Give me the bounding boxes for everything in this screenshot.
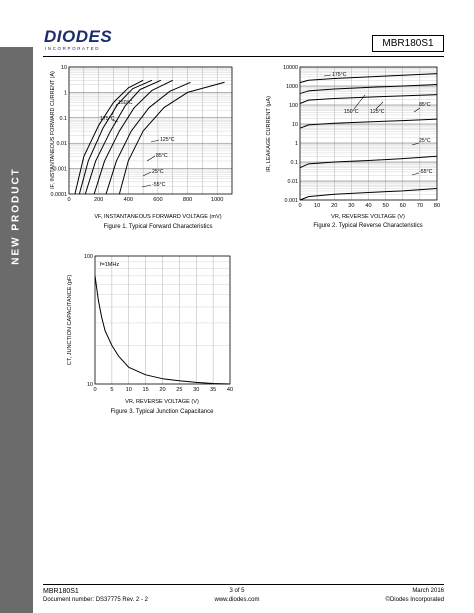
logo-subtext: INCORPORATED — [45, 46, 101, 51]
figure-2-yticks — [283, 65, 298, 204]
curve-label: 85°C — [419, 102, 431, 108]
figure-3-xlabel: VR, REVERSE VOLTAGE (V) — [125, 399, 199, 405]
y-tick-label: 10000 — [283, 65, 298, 71]
figure-1-series — [75, 80, 225, 194]
y-tick-label: 1000 — [286, 84, 298, 90]
curve-label: -55°C — [419, 169, 433, 175]
x-tick-label: 0 — [298, 203, 302, 209]
x-tick-label: 25 — [176, 387, 183, 393]
y-tick-label: 1 — [295, 141, 298, 147]
y-tick-label: 0.01 — [287, 179, 298, 185]
footer-website[interactable]: www.diodes.com — [214, 597, 260, 603]
figure-3-caption: Figure 3. Typical Junction Capacitance — [110, 409, 214, 415]
x-tick-label: 1000 — [210, 197, 224, 203]
x-tick-label: 10 — [125, 387, 132, 393]
curve-label: 175°C — [332, 72, 347, 78]
x-tick-label: 30 — [193, 387, 200, 393]
y-tick-label: 10 — [292, 122, 298, 128]
figure-1-curve-labels — [100, 100, 175, 188]
figure-2-xticks — [298, 203, 440, 209]
x-tick-label: 5 — [110, 387, 114, 393]
y-tick-label: 1 — [64, 90, 67, 97]
x-tick-label: 10 — [314, 203, 321, 209]
x-tick-label: 30 — [348, 203, 355, 209]
figure-3-xticks — [93, 387, 233, 393]
x-tick-label: 20 — [159, 387, 166, 393]
figure-1-ylabel: IF, INSTANTANEOUS FORWARD CURRENT (A) — [50, 71, 56, 189]
figure-2-chart — [262, 62, 442, 230]
y-tick-label: 0.001 — [53, 166, 67, 173]
figure-1-xticks — [67, 197, 223, 203]
figure-3-grid — [95, 256, 230, 384]
curve-label: 85°C — [156, 153, 168, 159]
footer-date: March 2016 — [412, 588, 444, 594]
curve-label: 125°C — [160, 137, 175, 143]
y-tick-label: 0.0001 — [50, 192, 67, 198]
footer-rule — [43, 584, 444, 585]
x-tick-label: 200 — [93, 197, 104, 203]
footer-docnum: Document number: DS37775 Rev. 2 - 2 — [43, 597, 148, 603]
sidebar-band — [0, 47, 33, 613]
curve-label-arrow — [324, 75, 331, 76]
x-tick-label: 20 — [331, 203, 338, 209]
x-tick-label: 35 — [210, 387, 217, 393]
curve-label: 25°C — [419, 138, 431, 144]
curve-label-arrow — [412, 173, 419, 175]
x-tick-label: 0 — [93, 387, 97, 393]
x-tick-label: 60 — [399, 203, 406, 209]
series-line-2 — [85, 80, 161, 194]
curve-label-arrow — [414, 108, 420, 112]
figure-3-ylabel: CT, JUNCTION CAPACITANCE (pF) — [67, 274, 73, 366]
curve-label: 150°C — [344, 109, 359, 115]
figure-1-chart — [48, 62, 234, 230]
curve-label: 125°C — [370, 109, 385, 115]
y-tick-label: 0.1 — [290, 160, 298, 166]
figure-1-frame — [69, 67, 232, 194]
x-tick-label: 40 — [365, 203, 372, 209]
diodes-logo — [44, 26, 134, 52]
part-number: MBR180S1 — [382, 38, 434, 49]
x-tick-label: 600 — [153, 197, 163, 203]
sidebar-label: NEW PRODUCT — [10, 167, 22, 265]
footer-part: MBR180S1 — [43, 588, 79, 595]
y-tick-label: 10 — [61, 65, 67, 71]
y-tick-label: 0.001 — [284, 198, 298, 204]
curve-label: 150°C — [118, 100, 133, 106]
figure-1-caption: Figure 1. Typical Forward Characteristics — [103, 224, 213, 230]
logo-text: DIODES — [44, 27, 113, 46]
y-tick-label: 0.01 — [56, 141, 67, 148]
figure-3-chart — [62, 250, 242, 420]
figure-3-yticks — [84, 254, 93, 388]
x-tick-label: 40 — [226, 387, 234, 393]
x-tick-label: 15 — [142, 387, 149, 393]
curve-label: -55°C — [152, 182, 166, 188]
y-tick-label: 0.1 — [59, 115, 67, 122]
x-tick-label: 80 — [433, 203, 441, 209]
y-tick-label: 100 — [84, 254, 93, 260]
curve-label: 175°C — [100, 116, 115, 122]
figure-1-grid — [69, 67, 232, 194]
x-tick-label: 50 — [382, 203, 389, 209]
figure-2-caption: Figure 2. Typical Reverse Characteristics — [313, 223, 423, 229]
footer-page: 3 of 5 — [229, 588, 245, 594]
curve-label: 25°C — [152, 169, 164, 175]
x-tick-label: 70 — [416, 203, 423, 209]
curve-label-arrow — [147, 156, 155, 161]
curve-label-arrow — [142, 185, 151, 187]
header-rule — [43, 56, 444, 57]
x-tick-label: 400 — [123, 197, 133, 203]
figure-2-ylabel: IR, LEAKAGE CURRENT (μA) — [266, 96, 272, 172]
y-tick-label: 100 — [289, 103, 298, 109]
footer-copyright: ©Diodes Incorporated — [385, 597, 444, 603]
figure-1-xlabel: VF, INSTANTANEOUS FORWARD VOLTAGE (mV) — [94, 214, 222, 220]
x-tick-label: 0 — [67, 197, 71, 203]
figure-2-xlabel: VR, REVERSE VOLTAGE (V) — [331, 214, 405, 220]
y-tick-label: 10 — [87, 382, 93, 388]
x-tick-label: 800 — [182, 197, 193, 203]
figure-3-annotation: f=1MHz — [100, 262, 120, 268]
